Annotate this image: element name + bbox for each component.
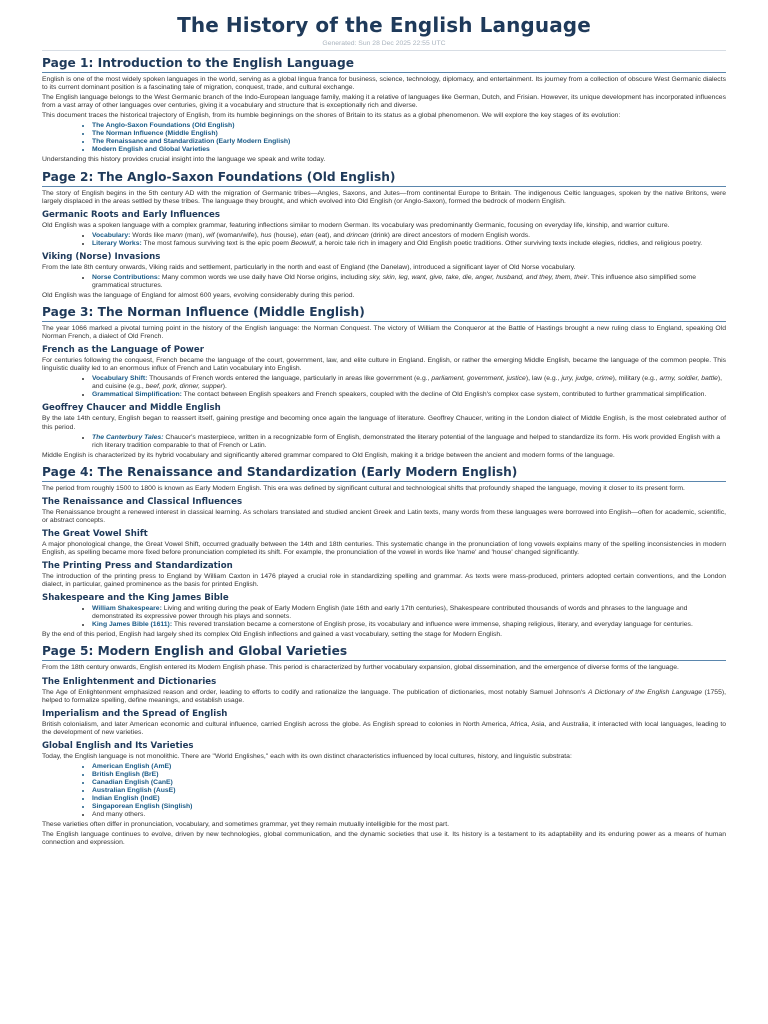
section-heading: Page 1: Introduction to the English Language <box>42 56 726 73</box>
variety-item: • Indian English (IndE) <box>92 795 726 803</box>
paragraph: The introduction of the printing press to England by William Caxton in 1476 played a crucial role in standardizing spelling and grammar. As texts were mass-produced, printers adopted certain conventions, and the London dialect, in particular, gained prominence as the basis for printed English. <box>42 573 726 589</box>
section-heading: Page 5: Modern English and Global Varieties <box>42 644 726 661</box>
list-item: • Norse Contributions: Many common words we use daily have Old Norse origins, including sky, skin, leg, want, give, take, die, anger, husband, and they, them, their. This influence also simplified some grammatical structures. <box>92 274 726 290</box>
list-item: • Grammatical Simplification: The contact between English speakers and French speakers, coupled with the decline of Old English's complex case system, contributed to further grammatical simplification. <box>92 391 726 399</box>
paragraph: This document traces the historical trajectory of English, from its humble beginnings on the shores of Britain to its status as a global phenomenon. We will explore the key stages of its evolution: <box>42 112 621 120</box>
variety-item: • Canadian English (CanE) <box>92 779 726 787</box>
subsection-heading: Viking (Norse) Invasions <box>42 251 161 262</box>
paragraph: For centuries following the conquest, French became the language of the court, government, law, and elite culture in England. English, or rather the emerging Middle English, became the language of the common people. This linguistic duality led to an enormous influx of French and Latin vocabulary into English. <box>42 357 726 373</box>
bullet-list <box>42 434 726 450</box>
paragraph: From the late 8th century onwards, Viking raids and settlement, particularly in the north and east of England (the Danelaw), introduced a significant layer of Old Norse vocabulary. <box>42 263 576 271</box>
bullet-list <box>42 605 726 629</box>
paragraph: Old English was the language of England for almost 600 years, evolving considerably during this period. <box>42 291 355 299</box>
subsection-heading: Global English and Its Varieties <box>42 740 194 751</box>
toc-item: • Modern English and Global Varieties <box>92 146 726 154</box>
subsection-heading: The Enlightenment and Dictionaries <box>42 676 217 687</box>
paragraph: The Age of Enlightenment emphasized reason and order, leading to efforts to codify and rationalize the language. The publication of dictionaries, most notably Samuel Johnson's A Dictionary of the English Language (1755), helped to formalize spelling, define meanings, and establish usage. <box>42 688 727 704</box>
variety-item: • Singaporean English (Singlish) <box>92 803 726 811</box>
paragraph: The English language continues to evolve, driven by new technologies, global communication, and the dynamic societies that use it. Its history is a testament to its adaptability and its enduring power as a means of human connection and expression. <box>42 831 726 847</box>
section-heading: Page 4: The Renaissance and Standardization (Early Modern English) <box>42 465 726 482</box>
paragraph: By the late 14th century, English began to reassert itself, gaining prestige and becoming once again the language of literature. Geoffrey Chaucer, writing in the London dialect of Middle English, is the most celebrated author of this period. <box>42 415 726 431</box>
paragraph: The period from roughly 1500 to 1800 is known as Early Modern English. This era was defined by significant cultural and technological shifts that profoundly shaped the language, moving it closer to its present form. <box>42 484 685 492</box>
toc-item: • The Norman Influence (Middle English) <box>92 130 726 138</box>
varieties-list <box>42 763 726 819</box>
paragraph: The year 1066 marked a pivotal turning point in the history of the English language: the Norman Conquest. The victory of William the Conqueror at the Battle of Hastings brought a new ruling class to England, speaking Old Norman French, a dialect of Old French. <box>42 325 726 341</box>
variety-item: • American English (AmE) <box>92 763 726 771</box>
section-middle-english <box>42 305 726 460</box>
subsection-heading: Germanic Roots and Early Influences <box>42 209 220 220</box>
paragraph: Old English was a spoken language with a complex grammar, featuring inflections similar to modern German. Its vocabulary was predominantly Germanic, focusing on everyday life, kinship, and warrior culture. <box>42 221 670 229</box>
list-item: • William Shakespeare: Living and writing during the peak of Early Modern English (late 16th and early 17th centuries), Shakespeare contributed thousands of words and phrases to the language and demonstrated its expressive power through his plays and sonnets. <box>92 605 726 621</box>
bullet-list <box>42 274 726 290</box>
subsection-heading: The Printing Press and Standardization <box>42 561 233 572</box>
variety-item: • British English (BrE) <box>92 771 726 779</box>
paragraph: English is one of the most widely spoken languages in the world, serving as a global lingua franca for business, science, technology, diplomacy, and entertainment. Its journey from a collection of obscure West Germanic dialects to its current dominant position is a fascinating tale of migration, conquest, trade, and cultural exchange. <box>42 76 726 92</box>
document-title: The History of the English Language <box>177 13 591 37</box>
section-early-modern-english <box>42 465 726 640</box>
section-heading: Page 2: The Anglo-Saxon Foundations (Old English) <box>42 170 726 187</box>
paragraph: The Renaissance brought a renewed interest in classical learning. As scholars translated and studied ancient Greek and Latin texts, many words from these languages were borrowed into English—often for academic, scientific, or abstract concepts. <box>42 508 726 524</box>
paragraph: The English language belongs to the West Germanic branch of the Indo-European language family, making it a relative of languages like German, Dutch, and Frisian. However, its unique development has incorporated influences from a vast array of other languages over centuries, giving it a vocabulary and structure that is exceptionally rich and diverse. <box>42 94 726 110</box>
bullet-list <box>42 232 726 248</box>
bullet-list <box>42 375 726 399</box>
variety-item: • And many others. <box>92 811 726 819</box>
paragraph: From the 18th century onwards, English entered its Modern English phase. This period is characterized by further vocabulary expansion, global dissemination, and the emergence of diverse forms of the language. <box>42 664 679 672</box>
paragraph: A major phonological change, the Great Vowel Shift, occurred gradually between the 14th and 18th centuries. This systematic change in the pronunciation of long vowels explains many of the spelling inconsistencies in modern English, as spelling became more fixed before pronunciation completed its shift. For example, the pronunciation of the vowel in words like 'name' and 'house' changed significantly. <box>42 540 726 557</box>
title-divider <box>42 50 726 51</box>
list-item: • King James Bible (1611): This revered translation became a cornerstone of English prose, its vocabulary and influence were immense, shaping religious, literary, and everyday language for centuries. <box>92 621 726 629</box>
subsection-heading: Imperialism and the Spread of English <box>42 708 228 719</box>
subsection-heading: French as the Language of Power <box>42 345 204 356</box>
toc-item: • The Anglo-Saxon Foundations (Old English) <box>92 122 726 130</box>
list-item: • The Canterbury Tales: Chaucer's masterpiece, written in a recognizable form of English, demonstrated the literary potential of the language and helped to standardize its form. His work provided English with a rich literary tradition comparable to that of French or Latin. <box>92 434 726 450</box>
toc-item: • The Renaissance and Standardization (Early Modern English) <box>92 138 726 146</box>
section-introduction <box>42 56 726 165</box>
section-modern-english <box>42 644 726 847</box>
subsection-heading: The Renaissance and Classical Influences <box>42 496 243 507</box>
paragraph: Today, the English language is not monolithic. There are "World Englishes," each with its own distinct characteristics influenced by local cultures, history, and linguistic substrata: <box>42 752 572 760</box>
subsection-heading: The Great Vowel Shift <box>42 528 148 539</box>
subsection-heading: Shakespeare and the King James Bible <box>42 593 229 604</box>
section-old-english <box>42 170 726 300</box>
toc-list <box>42 122 726 154</box>
paragraph: Understanding this history provides crucial insight into the language we speak and write today. <box>42 156 326 164</box>
generated-timestamp: Generated: Sun 28 Dec 2025 22:55 UTC <box>322 40 446 47</box>
paragraph: These varieties often differ in pronunciation, vocabulary, and sometimes grammar, yet they remain mutually intelligible for the most part. <box>42 821 449 828</box>
variety-item: • Australian English (AusE) <box>92 787 726 795</box>
paragraph: British colonialism, and later American economic and cultural influence, carried English across the globe. As English spread to colonies in North America, Africa, Asia, and Australia, it interacted with local languages, leading to the development of new varieties. <box>42 720 726 736</box>
list-item: • Vocabulary: Words like mann (man), wif (woman/wife), hus (house), etan (eat), and drincan (drink) are direct ancestors of modern English words. <box>92 232 726 240</box>
paragraph: The story of English begins in the 5th century AD with the migration of Germanic tribes—Angles, Saxons, and Jutes—from continental Europe to Britain. The indigenous Celtic languages, spoken by the native Britons, were largely displaced in the areas settled by these tribes. The language they brought, and which evolved into Old English (or Anglo-Saxon), formed the bedrock of modern English. <box>42 189 726 205</box>
list-item: • Vocabulary Shift: Thousands of French words entered the language, particularly in areas like government (e.g., parliament, government, justice), law (e.g., jury, judge, crime), military (e.g., army, soldier, battle), and cuisine (e.g., beef, pork, dinner, supper). <box>92 375 726 391</box>
section-heading: Page 3: The Norman Influence (Middle English) <box>42 305 726 322</box>
paragraph: Middle English is characterized by its hybrid vocabulary and significantly altered grammar compared to Old English, making it a bridge between the ancient and modern forms of the language. <box>42 451 615 459</box>
paragraph: By the end of this period, English had largely shed its complex Old English inflections and gained a vast vocabulary, setting the stage for Modern English. <box>42 631 503 639</box>
list-item: • Literary Works: The most famous surviving text is the epic poem Beowulf, a heroic tale rich in imagery and Old English poetic traditions. Other surviving texts include elegies, riddles, and religious poetry. <box>92 240 726 248</box>
subsection-heading: Geoffrey Chaucer and Middle English <box>42 403 221 414</box>
